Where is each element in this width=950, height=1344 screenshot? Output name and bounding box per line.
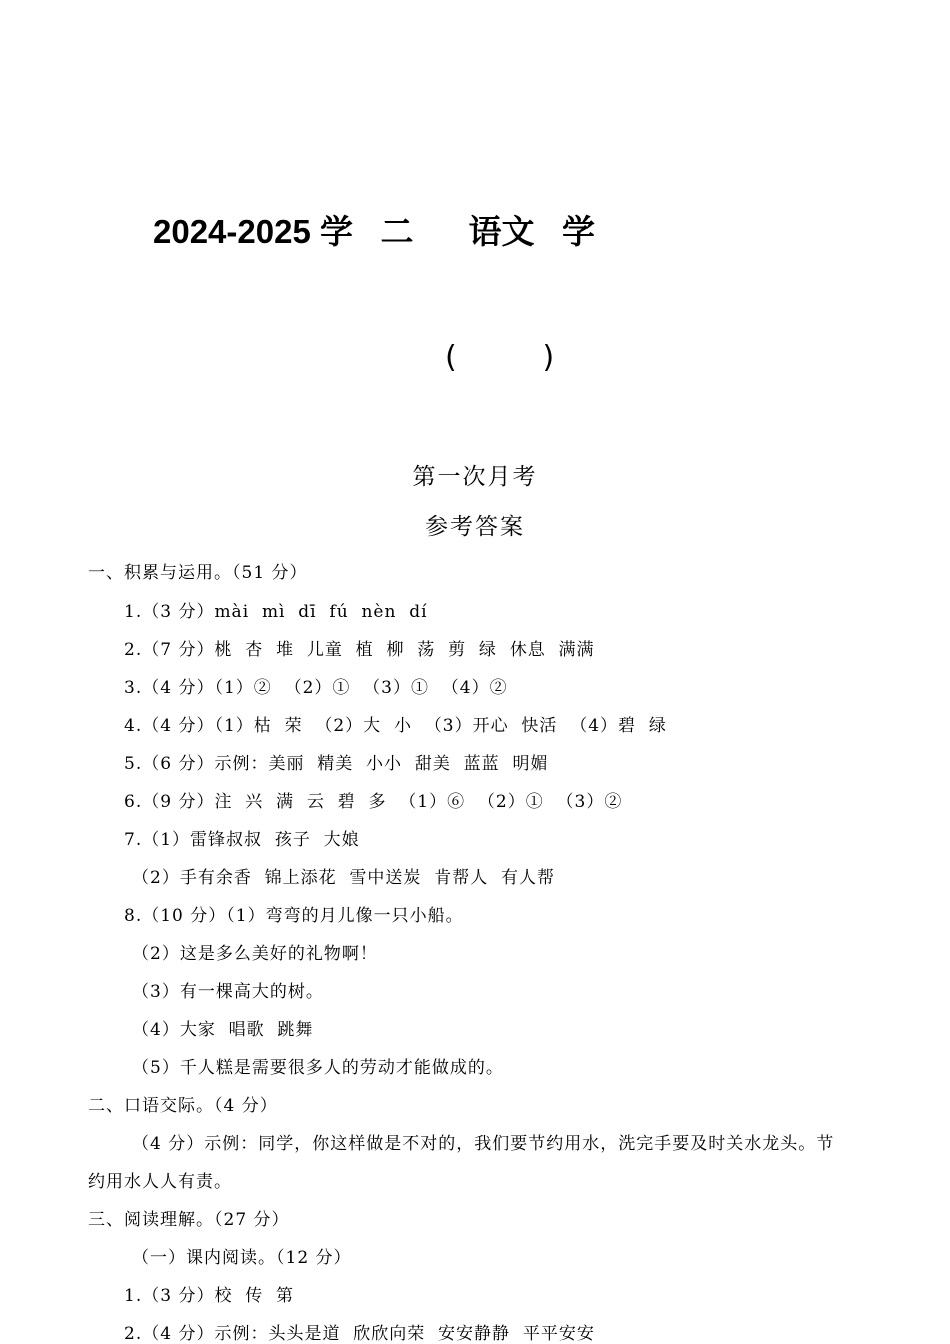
answer-line: 7.（1）雷锋叔叔 孩子 大娘 [124, 830, 360, 850]
answer-line: 8.（10 分）（1）弯弯的月儿像一只小船。 [124, 906, 464, 926]
answer-title: 参考答案 [425, 514, 525, 540]
answer-line: 1.（3 分）校 传 第 [124, 1286, 295, 1306]
section-3-heading: 三、阅读理解。（27 分） [88, 1210, 290, 1230]
document-title: 2024-2025 学 二 语文 学 [153, 213, 596, 250]
answer-line: 6.（9 分）注 兴 满 云 碧 多 （1）⑥ （2）① （3）② [124, 792, 623, 812]
answer-line: 2.（7 分）桃 杏 堆 儿童 植 柳 荡 剪 绿 休息 满满 [124, 640, 595, 660]
section-1-heading: 一、积累与运用。（51 分） [88, 563, 308, 583]
title-parentheses: ( ) [445, 340, 555, 375]
answer-subline: （5）千人糕是需要很多人的劳动才能做成的。 [132, 1058, 504, 1078]
answer-subline: （2）手有余香 锦上添花 雪中送炭 肯帮人 有人帮 [132, 868, 556, 888]
paragraph-line: 约用水人人有责。 [88, 1172, 232, 1192]
answer-subline: （3）有一棵高大的树。 [132, 982, 324, 1002]
answer-line: 1.（3 分）mài mì dī fú nèn dí [124, 602, 428, 622]
exam-title: 第一次月考 [412, 464, 538, 490]
answer-subline: （2）这是多么美好的礼物啊！ [132, 944, 378, 964]
answer-line: 3.（4 分）（1）② （2）① （3）① （4）② [124, 678, 508, 698]
answer-line: 5.（6 分）示例：美丽 精美 小小 甜美 蓝蓝 明媚 [124, 754, 549, 774]
paragraph-line: （4 分）示例：同学，你这样做是不对的，我们要节约用水，洗完手要及时关水龙头。节 [132, 1134, 835, 1154]
answer-line: 2.（4 分）示例：头头是道 欣欣向荣 安安静静 平平安安 [124, 1324, 595, 1344]
subsection-heading: （一）课内阅读。（12 分） [132, 1248, 352, 1268]
section-2-heading: 二、口语交际。（4 分） [88, 1096, 278, 1116]
answer-line: 4.（4 分）（1）枯 荣 （2）大 小 （3）开心 快活 （4）碧 绿 [124, 716, 667, 736]
answer-subline: （4）大家 唱歌 跳舞 [132, 1020, 314, 1040]
